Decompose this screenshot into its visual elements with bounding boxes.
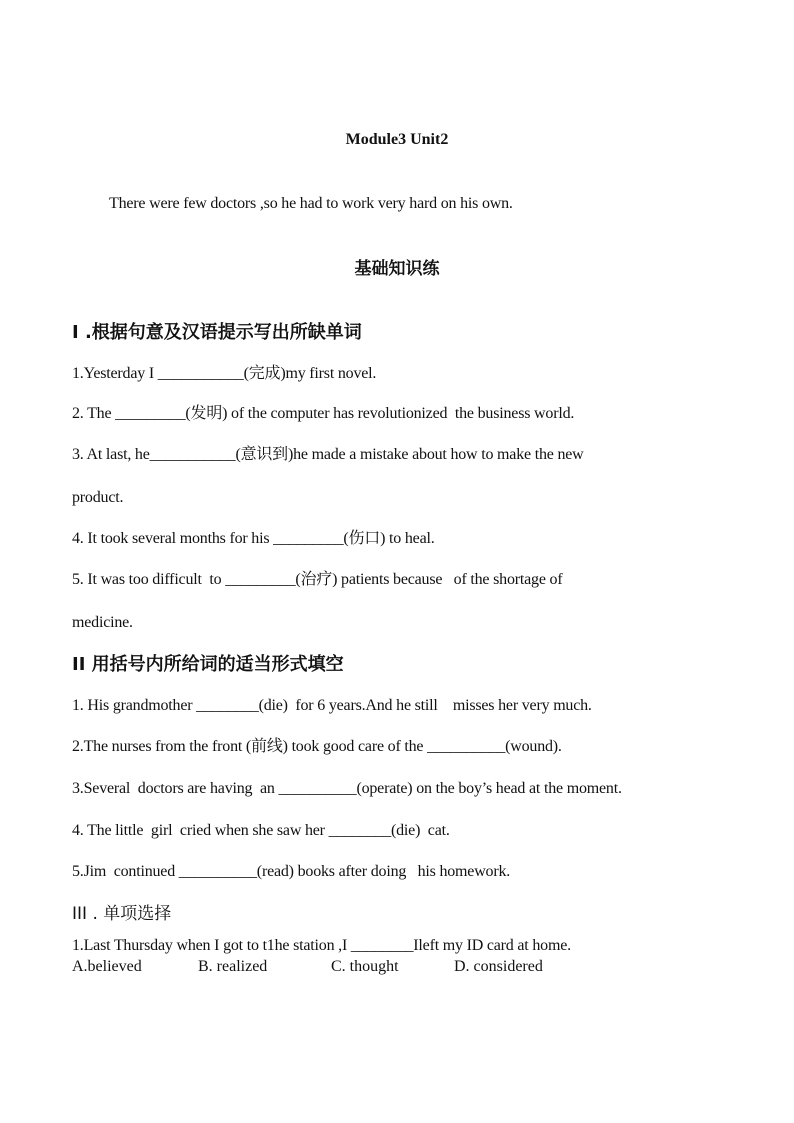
section-subtitle: 基础知识练 bbox=[354, 259, 440, 279]
option-a: A.believed bbox=[72, 958, 142, 975]
section-1-item-5-continued: medicine. bbox=[72, 614, 133, 631]
option-c: C. thought bbox=[331, 958, 399, 975]
section-1-item-3-continued: product. bbox=[72, 489, 124, 506]
option-b: B. realized bbox=[198, 958, 268, 975]
section-2-item-3: 3.Several doctors are having an __________(operate) on the boy’s head at the moment. bbox=[72, 780, 622, 797]
section-1-item-4: 4. It took several months for his _________(伤口) to heal. bbox=[72, 530, 435, 547]
section-1-item-2: 2. The _________(发明) of the computer has revolutionized the business world. bbox=[72, 405, 575, 422]
section-1-item-3: 3. At last, he___________(意识到)he made a mistake about how to make the new bbox=[72, 446, 584, 463]
section-3-question-1: 1.Last Thursday when I got to t1he station ,I ________Ileft my ID card at home. bbox=[72, 937, 571, 954]
section-3-options bbox=[72, 957, 543, 977]
section-2-item-2: 2.The nurses from the front (前线) took good care of the __________(wound). bbox=[72, 738, 562, 755]
section-2-item-5: 5.Jim continued __________(read) books after doing his homework. bbox=[72, 863, 511, 880]
section-2-item-4: 4. The little girl cried when she saw her ________(die) cat. bbox=[72, 822, 450, 839]
section-1-heading: I .根据句意及汉语提示写出所缺单词 bbox=[72, 322, 362, 343]
section-2-item-1: 1. His grandmother ________(die) for 6 years.And he still misses her very much. bbox=[72, 697, 592, 714]
section-1-item-1: 1.Yesterday I ___________(完成)my first novel. bbox=[72, 365, 377, 382]
intro-sentence: There were few doctors ,so he had to work very hard on his own. bbox=[109, 195, 513, 212]
section-1-item-5: 5. It was too difficult to _________(治疗) patients because of the shortage of bbox=[72, 571, 563, 588]
section-2-heading: II 用括号内所给词的适当形式填空 bbox=[72, 654, 344, 675]
page-title: Module3 Unit2 bbox=[345, 131, 449, 148]
section-3-heading: III . 单项选择 bbox=[72, 904, 172, 924]
option-d: D. considered bbox=[454, 958, 543, 975]
